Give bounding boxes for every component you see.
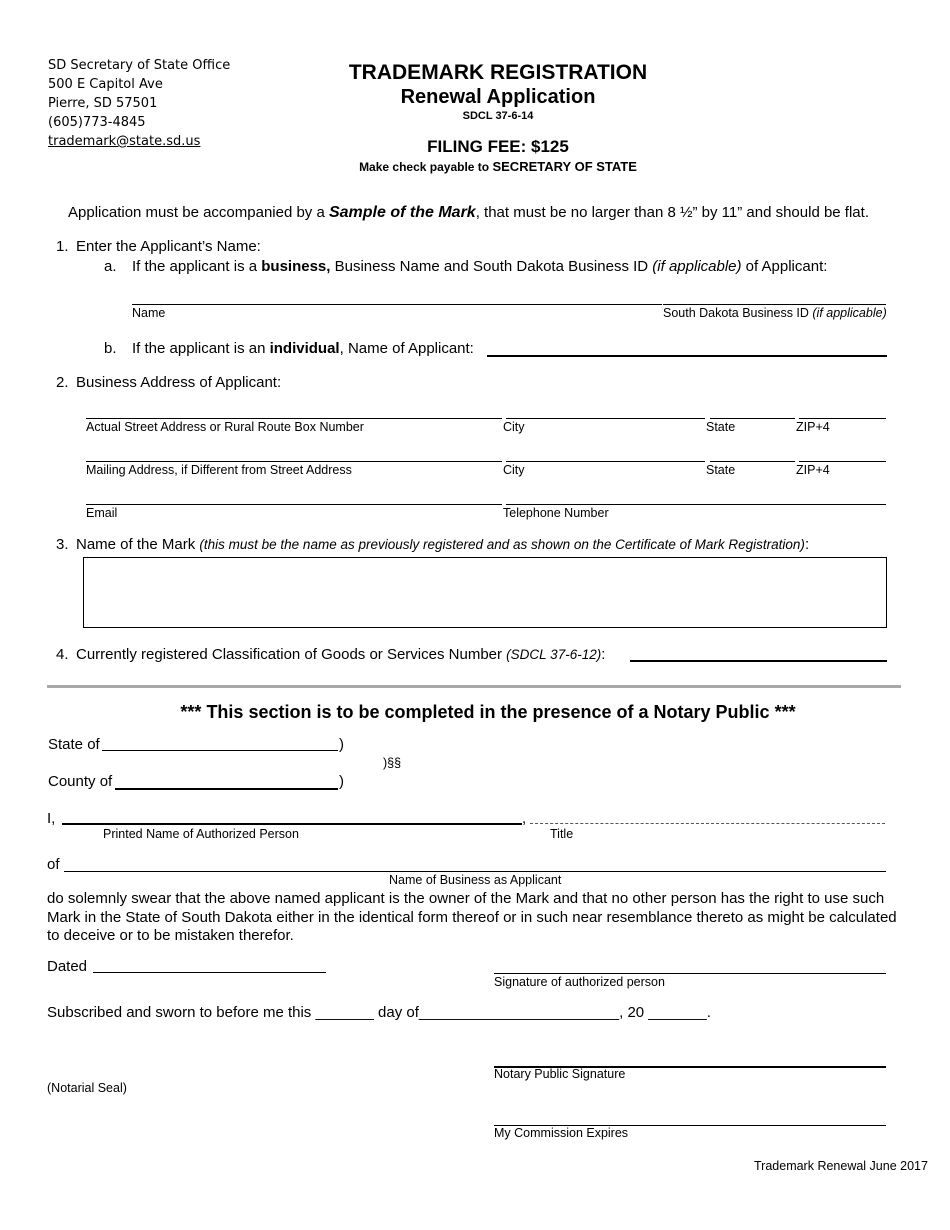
q1b-post: , Name of Applicant: (339, 340, 474, 357)
office-phone: (605)773-4845 (48, 115, 146, 130)
q1b-bold: individual (269, 340, 340, 357)
q3-ital: (this must be the name as previously registered and as shown on the Certificate of Mark Registration) (199, 537, 805, 552)
sworn-statement: Subscribed and sworn to before me this _______ day of________________________, 20 _______. (47, 1004, 711, 1021)
printed-name-caption: Printed Name of Authorized Person (103, 827, 299, 841)
q1a-letter: a. (104, 258, 117, 275)
q1a-mid: Business Name and South Dakota Business ID (330, 258, 653, 275)
business-of-field[interactable] (64, 871, 886, 872)
q1b-text (132, 340, 474, 357)
q4-ital: (SDCL 37-6-12) (506, 647, 602, 662)
intro-post: , that must be no larger than 8 ½” by 11” and should be flat. (475, 204, 869, 221)
mailing-zip-caption: ZIP+4 (796, 463, 830, 477)
mark-name-box[interactable] (83, 557, 887, 628)
zip-field[interactable] (799, 418, 886, 419)
payable-note (0, 158, 950, 176)
street-address-field[interactable] (86, 418, 502, 419)
filing-fee: FILING FEE: $125 (427, 137, 569, 156)
q4-number: 4. (56, 646, 69, 663)
mailing-state-field[interactable] (710, 461, 795, 462)
intro-text (68, 204, 869, 222)
mailing-city-field[interactable] (506, 461, 705, 462)
business-id-caption-ital: (if applicable) (812, 306, 887, 320)
q3-label: Name of the Mark (76, 536, 200, 553)
city-caption: City (503, 420, 525, 434)
form-title: TRADEMARK REGISTRATION (348, 61, 648, 84)
name-comma: , (522, 810, 527, 827)
intro-emph: Sample of the Mark (328, 204, 476, 221)
state-of-label: State of (48, 736, 100, 753)
q1a-pre: If the applicant is a (132, 258, 262, 275)
office-city: Pierre, SD 57501 (48, 96, 158, 111)
q1a-text (132, 258, 827, 275)
street-caption: Actual Street Address or Rural Route Box Number (86, 420, 364, 434)
q2-number: 2. (56, 374, 69, 391)
q1-label: Enter the Applicant’s Name: (76, 238, 261, 255)
authorized-signature-field[interactable] (494, 973, 886, 974)
title-field[interactable] (530, 823, 885, 824)
state-of-field[interactable] (102, 750, 338, 751)
q4-text (76, 646, 605, 663)
zip-caption: ZIP+4 (796, 420, 830, 434)
mailing-state-caption: State (706, 463, 736, 477)
business-id-field[interactable] (663, 304, 886, 305)
dated-field[interactable] (93, 972, 326, 973)
city-field[interactable] (506, 418, 705, 419)
business-caption: Name of Business as Applicant (389, 873, 562, 887)
mailing-zip-field[interactable] (799, 461, 886, 462)
commission-caption: My Commission Expires (494, 1126, 629, 1140)
q1a-bold: business, (261, 258, 331, 275)
mailing-city-caption: City (503, 463, 525, 477)
business-name-field[interactable] (132, 304, 662, 305)
q3-text (76, 536, 809, 553)
oath-text: do solemnly swear that the above named applicant is the owner of the Mark and that no other person has the right to use such Mark in the State of South Dakota either in the identical form thereof or in such near resemblance thereto as might be calculated to deceive or to be mistaken therefor. (47, 890, 897, 944)
email-caption: Email (86, 506, 118, 520)
q3-colon: : (804, 536, 810, 553)
state-paren: ) (339, 736, 344, 753)
q1b-pre: If the applicant is an (132, 340, 270, 357)
telephone-field[interactable] (506, 504, 886, 505)
telephone-caption: Telephone Number (503, 506, 609, 520)
q1a-ital: (if applicable) (652, 258, 742, 275)
business-id-caption-text: South Dakota Business ID (663, 306, 813, 320)
venue-ss: )§§ (383, 756, 402, 770)
classification-field[interactable] (630, 660, 887, 662)
signature-caption: Signature of authorized person (494, 975, 665, 989)
county-of-label: County of (48, 773, 113, 790)
printed-name-field[interactable] (62, 823, 522, 825)
q1-number: 1. (56, 238, 69, 255)
title-caption: Title (550, 827, 574, 841)
q3-number: 3. (56, 536, 69, 553)
q2-label: Business Address of Applicant: (76, 374, 282, 391)
business-id-caption (663, 306, 887, 320)
office-street: 500 E Capitol Ave (48, 77, 163, 92)
state-caption: State (706, 420, 736, 434)
payable-to: SECRETARY OF STATE (492, 159, 637, 174)
county-of-field[interactable] (115, 788, 338, 790)
state-field[interactable] (710, 418, 795, 419)
footer-revision: Trademark Renewal June 2017 (754, 1159, 928, 1173)
q1a-post: of Applicant: (741, 258, 828, 275)
mailing-address-field[interactable] (86, 461, 502, 462)
q1b-letter: b. (104, 340, 117, 357)
form-subtitle: Renewal Application (400, 86, 596, 108)
intro-pre: Application must be accompanied by a (68, 204, 329, 221)
business-name-caption: Name (132, 306, 166, 320)
dated-label: Dated (47, 958, 88, 975)
notary-heading: *** This section is to be completed in the presence of a Notary Public *** (180, 702, 796, 722)
office-email-link[interactable]: trademark@state.sd.us (48, 134, 201, 149)
notarial-seal-label: (Notarial Seal) (47, 1081, 127, 1095)
county-paren: ) (339, 773, 344, 790)
office-name: SD Secretary of State Office (48, 58, 231, 73)
q4-label: Currently registered Classification of Goods or Services Number (76, 646, 507, 663)
q4-colon: : (601, 646, 606, 663)
payable-prefix: Make check payable to (359, 160, 493, 174)
mailing-caption: Mailing Address, if Different from Street Address (86, 463, 352, 477)
statute-ref: SDCL 37-6-14 (462, 110, 534, 122)
email-field[interactable] (86, 504, 502, 505)
notary-signature-caption: Notary Public Signature (494, 1067, 626, 1081)
of-label: of (47, 856, 60, 873)
section-divider (47, 685, 901, 688)
individual-name-field[interactable] (487, 355, 887, 357)
i-label: I, (47, 810, 56, 827)
